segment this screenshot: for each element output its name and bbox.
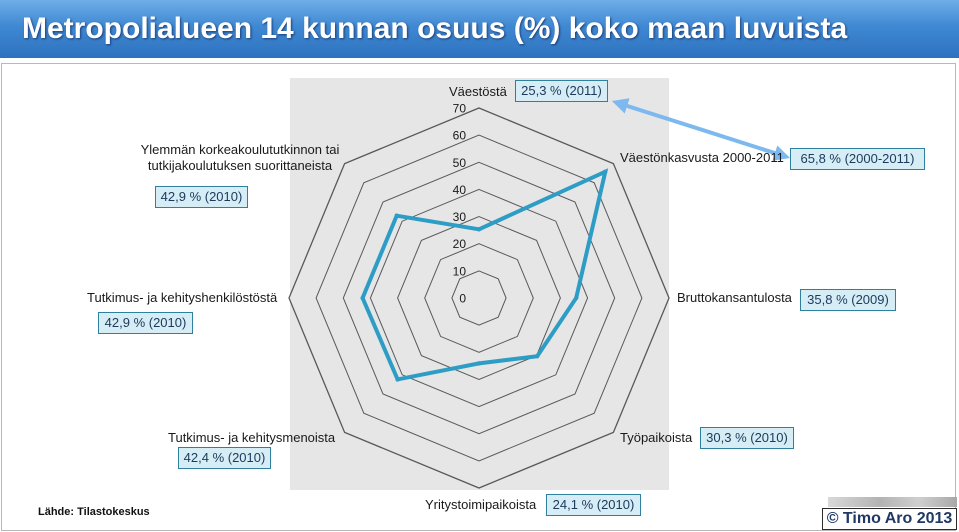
- plot-area: [290, 78, 669, 490]
- data-point: [395, 377, 399, 381]
- data-point: [477, 227, 481, 231]
- value-callout-tk-menot: 42,4 % (2010): [178, 447, 271, 469]
- category-label-bruttokansantulo: Bruttokansantulosta: [677, 290, 792, 305]
- value-callout-yritystoimipaikat: 24,1 % (2010): [546, 494, 641, 516]
- value-callout-tk-henkilosto: 42,9 % (2010): [98, 312, 193, 334]
- category-label-yritystoimipaikat: Yritystoimipaikoista: [425, 497, 537, 512]
- value-callout-ylempi-korkeakoulututkinto: 42,9 % (2010): [155, 186, 248, 208]
- r-tick-label: 70: [452, 101, 466, 116]
- source-note: Lähde: Tilastokeskus: [38, 506, 150, 518]
- category-label-vaestonkasvu: Väestönkasvusta 2000-2011: [620, 150, 784, 165]
- value-callout-tyopaikat: 30,3 % (2010): [700, 427, 794, 449]
- r-tick-label: 30: [452, 210, 466, 225]
- value-callout-vaesto: 25,3 % (2011): [515, 80, 608, 102]
- logo-strip: [828, 497, 957, 507]
- category-label-vaesto: Väestöstä: [449, 84, 507, 99]
- r-tick-label: 20: [452, 237, 466, 252]
- value-callout-bruttokansantulo: 35,8 % (2009): [800, 289, 896, 311]
- data-point: [574, 296, 578, 300]
- category-label-tyopaikat: Työpaikoista: [620, 430, 693, 445]
- r-tick-label: 0: [459, 291, 466, 306]
- r-tick-label: 10: [452, 264, 466, 279]
- r-tick-label: 50: [452, 155, 466, 170]
- r-tick-label: 60: [452, 128, 466, 143]
- r-tick-label: 40: [452, 182, 466, 197]
- value-callout-vaestonkasvu: 65,8 % (2000-2011): [790, 148, 925, 170]
- data-point: [395, 214, 399, 218]
- data-point: [535, 354, 539, 358]
- data-point: [360, 296, 364, 300]
- category-label-tk-henkilosto: Tutkimus- ja kehityshenkilöstöstä: [87, 290, 278, 305]
- page-title: Metropolialueen 14 kunnan osuus (%) koko maan luvuista: [22, 12, 848, 45]
- category-label-tk-menot: Tutkimus- ja kehitysmenoista: [168, 430, 336, 445]
- copyright-badge: © Timo Aro 2013: [822, 508, 957, 530]
- category-label-ylempi-korkeakoulututkinto: Ylemmän korkeakoulututkinnon tai tutkijakoulutuksen suorittaneista: [140, 142, 340, 173]
- data-point: [603, 170, 607, 174]
- data-point: [477, 361, 481, 365]
